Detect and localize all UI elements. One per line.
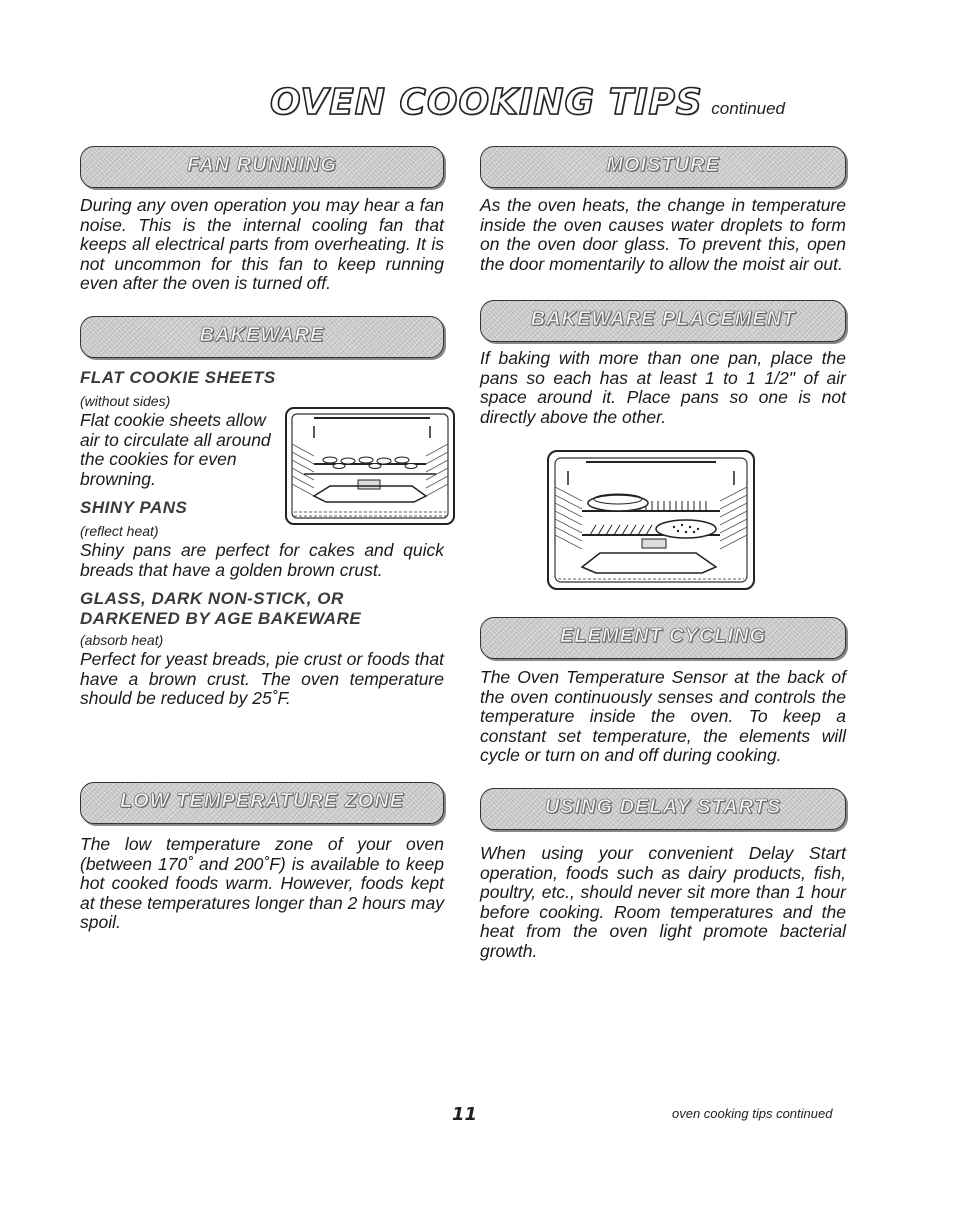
glass-bakeware-note: (absorb heat) [80, 632, 164, 648]
moisture-heading: MOISTURE [606, 154, 720, 176]
shiny-pans-text: Shiny pans are perfect for cakes and quick breads that have a golden brown crust. [80, 540, 444, 580]
page-number: 11 [452, 1104, 478, 1125]
page-title-main: OVEN COOKING TIPS [270, 82, 703, 123]
flat-cookie-sheets-text: Flat cookie sheets allow air to circulate all around the cookies for even browning. [80, 410, 271, 489]
low-temperature-zone-text: The low temperature zone of your oven (between 170˚ and 200˚F) is available to keep hot cooked foods warm. However, foods kept at these temperatures longer than 2 hours may spoil. [80, 834, 444, 933]
page-title [270, 82, 785, 123]
glass-bakeware-heading-line2: DARKENED BY AGE BAKEWARE [80, 609, 362, 628]
fan-running-banner [80, 146, 444, 188]
oven-cookie-sheet-illustration [284, 406, 456, 526]
moisture-banner [480, 146, 846, 188]
page-title-continued: continued [711, 99, 786, 118]
glass-bakeware-text: Perfect for yeast breads, pie crust or foods that have a brown crust. The oven temperature should be reduced by 25˚F. [80, 649, 444, 709]
glass-bakeware-heading-line1: GLASS, DARK NON-STICK, OR [80, 589, 344, 608]
element-cycling-heading: ELEMENT CYCLING [559, 625, 767, 647]
delay-starts-heading: USING DELAY STARTS [544, 796, 782, 818]
flat-cookie-sheets-note: (without sides) [80, 393, 171, 409]
delay-starts-banner [480, 788, 846, 830]
footer-running-text: oven cooking tips continued [672, 1106, 833, 1121]
element-cycling-banner [480, 617, 846, 659]
shiny-pans-note: (reflect heat) [80, 523, 159, 539]
flat-cookie-sheets-heading: FLAT COOKIE SHEETS [80, 368, 276, 387]
bakeware-placement-heading: BAKEWARE PLACEMENT [530, 308, 796, 330]
bakeware-placement-banner [480, 300, 846, 342]
delay-starts-text: When using your convenient Delay Start operation, foods such as dairy products, fish, poultry, etc., should never sit more than 1 hour before cooking. Room temperatures and the heat from the oven light promote bacterial growth. [480, 843, 846, 961]
low-temperature-zone-banner [80, 782, 444, 824]
element-cycling-text: The Oven Temperature Sensor at the back of the oven continuously senses and controls the temperature inside the oven. To keep a constant set temperature, the elements will cycle or turn on and off during cooking. [480, 667, 846, 766]
bakeware-placement-text: If baking with more than one pan, place the pans so each has at least 1 to 1 1/2" of air space around it. Place pans so one is not directly above the other. [480, 348, 846, 427]
shiny-pans-heading: SHINY PANS [80, 498, 188, 517]
moisture-text: As the oven heats, the change in temperature inside the oven causes water droplets to form on the oven door glass. To prevent this, open the door momentarily to allow the moist air out. [480, 195, 846, 274]
oven-pan-placement-illustration [546, 449, 756, 591]
fan-running-text: During any oven operation you may hear a fan noise. This is the internal cooling fan that keeps all electrical parts from overheating. It is not uncommon for this fan to keep running even after the oven is turned off. [80, 195, 444, 294]
bakeware-heading: BAKEWARE [199, 324, 325, 346]
low-temperature-zone-heading: LOW TEMPERATURE ZONE [119, 790, 405, 812]
fan-running-heading: FAN RUNNING [187, 154, 337, 176]
bakeware-banner [80, 316, 444, 358]
